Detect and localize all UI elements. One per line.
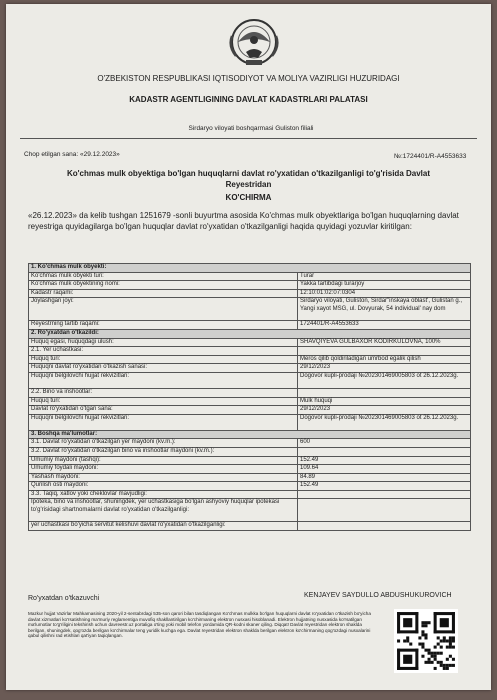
table-row	[29, 388, 471, 397]
table-row	[29, 397, 471, 406]
field-value: 84.89	[298, 473, 471, 482]
field-label: Huquqni belgilovchi hujjat rekvizitlari:	[29, 414, 298, 430]
field-label: 3.3. Taqiq, xatlov yoki cheklovlar mavjudligi:	[29, 490, 298, 499]
section-row	[29, 329, 471, 338]
section-row	[29, 264, 471, 273]
table-row	[29, 522, 471, 531]
field-value: SHAVQIYEVA GULBAXOR KODIRKULOVNA, 100%	[298, 338, 471, 347]
table-row	[29, 456, 471, 465]
field-label: Qurilish osti maydoni:	[29, 482, 298, 491]
agency-heading: KADASTR AGENTLIGINING DAVLAT KADASTRLARI PALATASI	[129, 95, 368, 104]
footer-note: Mazkur hujjat Vazirlar Mahkamasining 2020-yil 2-sentabrdagi 535-son qarori bilan tasdiqlangan Ko'chmas mulkka bo'lgan huquqlarni davlat ro'yxatidan o'tkazish bo'yicha davlat xizmatlari ko'rsatishning ma'muriy reglamentiga muvofiq shakllantirilgan ko'chirmaning elektron nusxasi hisoblanadi. Elektron hujjatning nusxasida ko'rsatilgan ma'lumotlar to'g'riligini tekshirish uchun davreestr.uz portaliga o'ting yoki mobil telefon yordamida QR-kodni skaner qiling. Diqqat! Davlat reyestridan elektron shaklda berilgan, shuningdek, qog'ozda berilgan ko'chirmalar teng yuridik kuchga ega. Davlat reyestridan elektron shaklda berilgan elektron ko'chirmaning qog'ozdagi nusxalarini qabul qilishni rad etishlari qat'iyan taqiqlangan.	[28, 611, 371, 639]
table-row	[29, 338, 471, 347]
ministry-heading: O'ZBEKISTON RESPUBLIKASI IQTISODIYOT VA MOLIYA VAZIRLIGI HUZURIDAGI	[97, 74, 400, 83]
field-label: Umumiy maydoni (tashqi):	[29, 456, 298, 465]
intro-paragraph: «26.12.2023» da kelib tushgan 1251679 -sonli buyurtma asosida Ko'chmas mulk obyektlariga bo'lgan huquqlarning davlat reyestriga quyidagilarga bo'lgan huquqlar davlat ro'yxatidan o'tkazilganligi haqida quyidagi yozuvlar kiritilgan:	[28, 211, 459, 231]
document-number: №:1724401/R-A4553633	[394, 153, 467, 160]
table-row	[29, 355, 471, 364]
branch-heading: Sirdaryo viloyati boshqarmasi Guliston filiali	[188, 125, 314, 132]
field-label: Yashash maydoni:	[29, 473, 298, 482]
table-row	[29, 439, 471, 448]
table-row	[29, 465, 471, 474]
field-label: Kadastr raqami:	[29, 289, 298, 298]
table-row	[29, 364, 471, 373]
registrar-label: Ro'yxatdan o'tkazuvchi	[28, 595, 100, 602]
field-value: 29/12/2023	[298, 364, 471, 373]
table-row	[29, 347, 471, 356]
field-label: Huquq turi:	[29, 355, 298, 364]
table-row	[29, 473, 471, 482]
field-label: Ko'chmas mulk obyektining nomi:	[29, 281, 298, 290]
field-value	[298, 388, 471, 397]
field-value: 29/12/2023	[298, 406, 471, 415]
field-value	[298, 490, 471, 499]
document-page	[6, 4, 491, 690]
field-label: Huquq turi:	[29, 397, 298, 406]
field-value	[298, 499, 471, 522]
field-label: Huquqni belgilovchi hujjat rekvizitlari:	[29, 372, 298, 388]
field-value: Turar	[298, 272, 471, 281]
table-row	[29, 447, 471, 456]
table-row	[29, 414, 471, 430]
field-value: Dogovor kupli-prodaji №202301469005803 ot 26.12.2023g.	[298, 372, 471, 388]
field-label: Huquq egasi, huquqdagi ulush:	[29, 338, 298, 347]
field-value: Yakka tartibdagi turarjoy	[298, 281, 471, 290]
field-value	[298, 347, 471, 356]
table-row	[29, 281, 471, 290]
table-row	[29, 406, 471, 415]
section-heading: 1. Ko'chmas mulk obyekti:	[29, 264, 471, 273]
field-label: 3.1. Davlat ro'yxatidan o'tkazilgan yer maydoni (kv.m.):	[29, 439, 298, 448]
field-label: yer uchastkasi bo'yicha servitut kelishuvi davlat ro'yxatidan o'tkazilganligi:	[29, 522, 298, 531]
field-label: Joylashgan joyi:	[29, 298, 298, 321]
field-value: 1724401/R-A4553633	[298, 321, 471, 330]
section-row	[29, 430, 471, 439]
field-label: Umumiy foydali maydoni:	[29, 465, 298, 474]
field-value: 152.49	[298, 456, 471, 465]
field-value: 600	[298, 439, 471, 448]
table-row	[29, 372, 471, 388]
field-label: Ko'chmas mulk obyekti turi:	[29, 272, 298, 281]
field-value: Mulk huquqi	[298, 397, 471, 406]
field-value: 12:10:01:02:07:0304	[298, 289, 471, 298]
table-row	[29, 321, 471, 330]
document-title: Ko'chmas mulk obyektiga bo'lgan huquqlarni davlat ro'yxatidan o'tkazilganligi to'g'risida Davlat Reyestridan	[66, 169, 431, 189]
field-value: 152.49	[298, 482, 471, 491]
state-emblem-icon	[224, 16, 284, 68]
field-label: Davlat ro'yxatidan o'tgan sana:	[29, 406, 298, 415]
registrar-name: KENJAYEV SAYDULLO ABDUSHUKUROVICH	[304, 592, 452, 599]
table-row	[29, 298, 471, 321]
field-label: Ipoteka, bino va inshootlar, shuningdek, yer uchastkasiga bo'lgan ashyoviy huquqlar ipotekasi to'g'risidagi shartnomalarni davlat ro'yxatidan o'tkazilganligi:	[29, 499, 298, 522]
register-table	[28, 263, 471, 531]
section-heading: 3. Boshqa ma'lumotlar:	[29, 430, 471, 439]
field-label: Reyestrning tartib raqami:	[29, 321, 298, 330]
table-row	[29, 289, 471, 298]
field-label: 3.2. Davlat ro'yxatidan o'tkazilgan bino va inshootlar maydoni (kv.m.):	[29, 447, 298, 456]
qr-code-icon[interactable]	[394, 609, 458, 673]
divider	[20, 138, 477, 139]
table-row	[29, 482, 471, 491]
field-value: Sirdaryo viloyati, Guliston, Sirdar"inskaya oblast', Gulistan g., Yangi xayot MSG, ul. Dovyurak, 54 individual' nay dom	[298, 298, 471, 321]
table-row	[29, 272, 471, 281]
field-value: 109.64	[298, 465, 471, 474]
section-heading: 2. Ro'yxatdan o'tkazildi:	[29, 329, 471, 338]
field-value	[298, 447, 471, 456]
field-label: 2.1. Yer uchastkasi:	[29, 347, 298, 356]
table-row	[29, 499, 471, 522]
field-value: Dogovor kupli-prodaji №202301469005803 ot 26.12.2023g.	[298, 414, 471, 430]
document-subtitle: KO'CHIRMA	[225, 193, 272, 202]
field-value	[298, 522, 471, 531]
field-value: Meros qilib qoldiriladigan umrbod egalik qilish	[298, 355, 471, 364]
field-label: 2.2. Bino va inshootlar:	[29, 388, 298, 397]
print-date: Chop etilgan sana: «29.12.2023»	[24, 151, 120, 158]
field-label: Huquqni davlat ro'yxatidan o'tkazish sanasi:	[29, 364, 298, 373]
table-row	[29, 490, 471, 499]
